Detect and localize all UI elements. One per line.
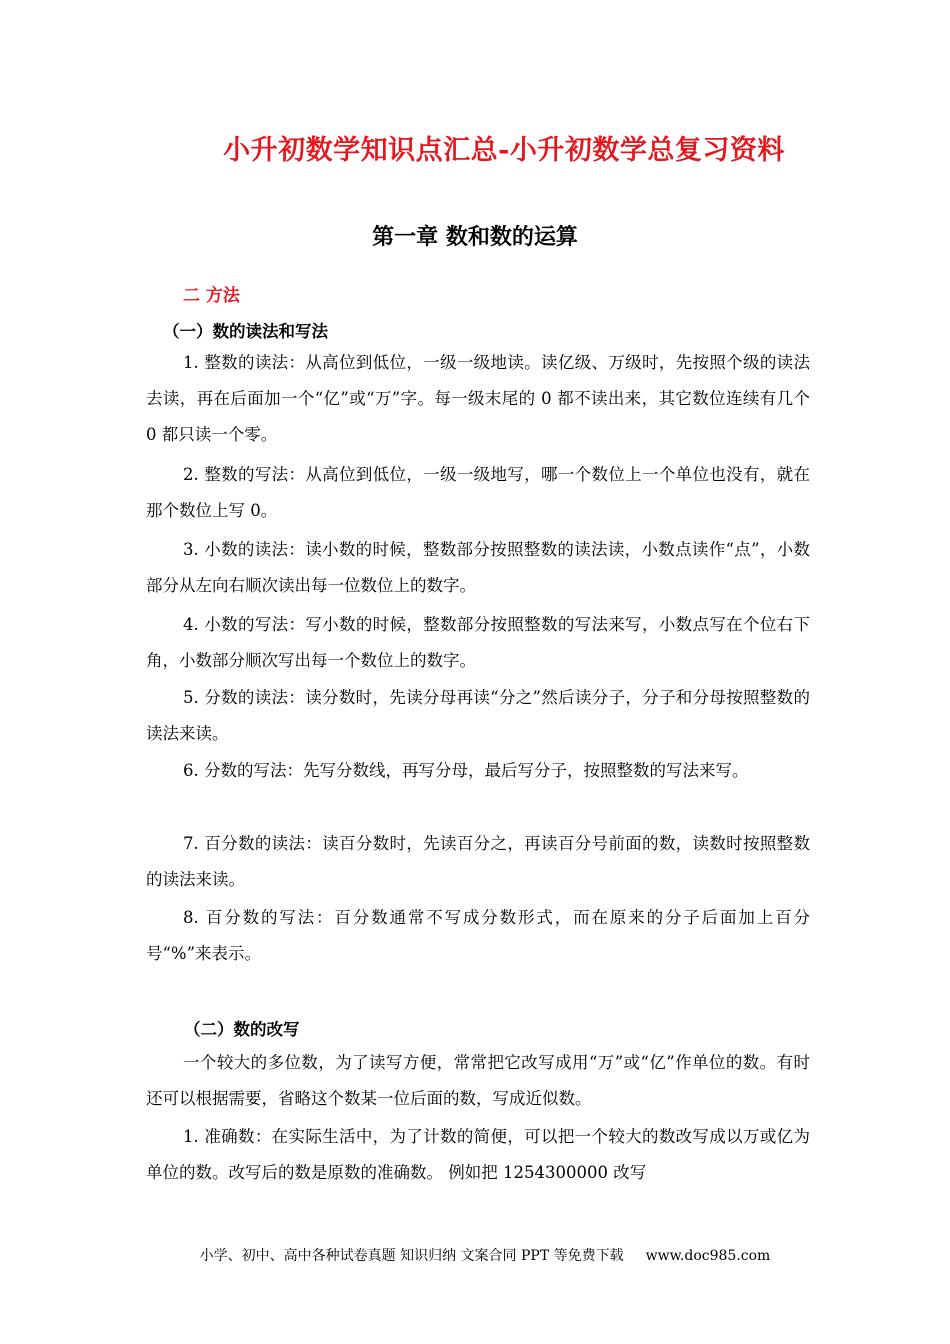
subsection-heading-reading-writing: （一）数的读法和写法 <box>163 322 328 341</box>
paragraph-rewrite-item-1: 1. 准确数：在实际生活中，为了计数的简便，可以把一个较大的数改写成以万或亿为单位的数。改写后的数是原数的准确数。 例如把 1254300000 改写 <box>146 1127 810 1182</box>
paragraph-item-5: 5. 分数的读法：读分数时，先读分母再读“分之”然后读分子，分子和分母按照整数的读法来读。 <box>146 688 810 743</box>
paragraph-item-1: 1. 整数的读法：从高位到低位，一级一级地读。读亿级、万级时，先按照个级的读法去读，再在后面加一个“亿”或“万”字。每一级末尾的 0 都不读出来，其它数位连续有几个 0 都只读一个零。 <box>146 353 810 444</box>
paragraph-item-7: 7. 百分数的读法：读百分数时，先读百分之，再读百分号前面的数，读数时按照整数的读法来读。 <box>146 834 810 889</box>
section-heading: 二 方法 <box>183 286 240 306</box>
footer-site: www.doc985.com <box>645 1248 771 1264</box>
page-footer <box>0 1245 950 1265</box>
chapter-heading: 第一章 数和数的运算 <box>372 224 578 250</box>
footer-text: 小学、初中、高中各种试卷真题 知识归纳 文案合同 PPT 等免费下载 <box>199 1248 624 1264</box>
paragraph-item-3: 3. 小数的读法：读小数的时候，整数部分按照整数的读法读，小数点读作“点”，小数部分从左向右顺次读出每一位数位上的数字。 <box>146 540 810 595</box>
subsection-heading-rewriting: （二）数的改写 <box>184 1020 300 1039</box>
paragraph-item-4: 4. 小数的写法：写小数的时候，整数部分按照整数的写法来写，小数点写在个位右下角，小数部分顺次写出每一个数位上的数字。 <box>146 615 810 670</box>
paragraph-item-6: 6. 分数的写法：先写分数线，再写分母，最后写分子，按照整数的写法来写。 <box>183 761 749 780</box>
document-title: 小升初数学知识点汇总-小升初数学总复习资料 <box>223 135 785 166</box>
paragraph-item-8: 8. 百分数的写法：百分数通常不写成分数形式，而在原来的分子后面加上百分号“%”来表示。 <box>146 908 810 963</box>
paragraph-item-2: 2. 整数的写法：从高位到低位，一级一级地写，哪一个数位上一个单位也没有，就在那个数位上写 0。 <box>146 465 810 520</box>
paragraph-rewrite-intro: 一个较大的多位数，为了读写方便，常常把它改写成用“万”或“亿”作单位的数。有时还可以根据需要，省略这个数某一位后面的数，写成近似数。 <box>146 1053 810 1108</box>
